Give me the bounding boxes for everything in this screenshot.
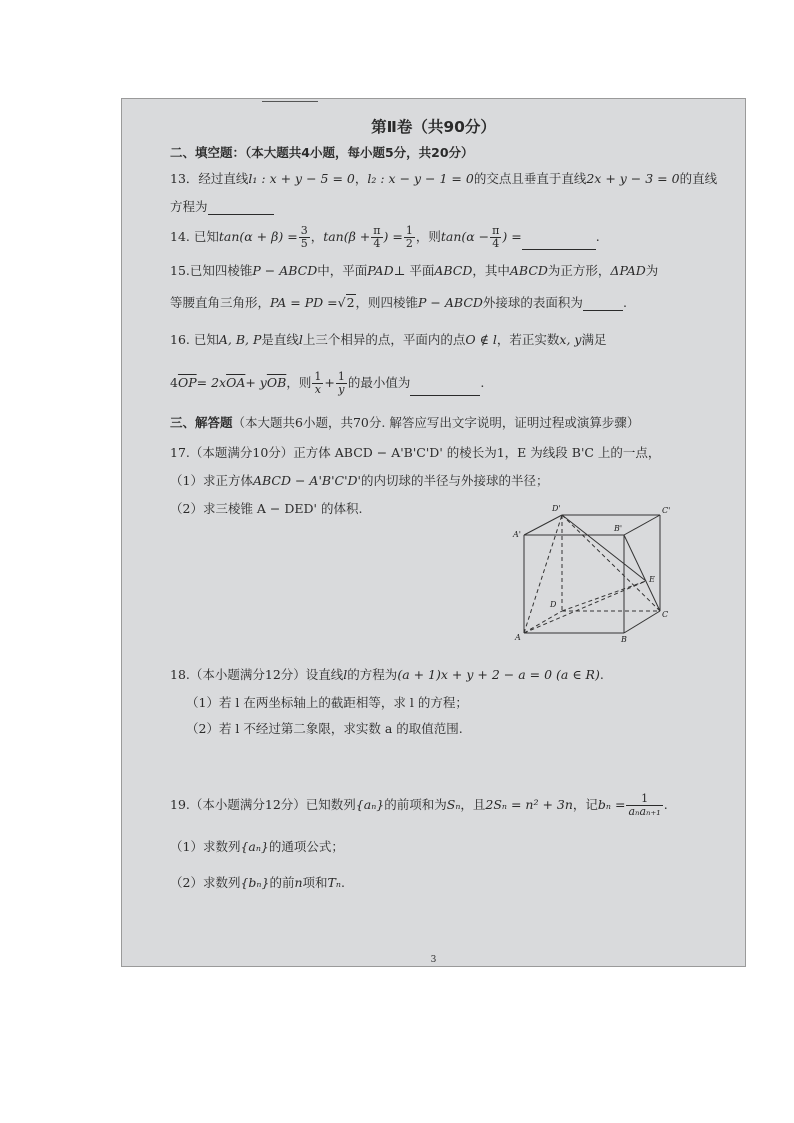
fraction: $\frac{\pi}{4}$ bbox=[373, 224, 381, 250]
label-b: B bbox=[621, 635, 627, 644]
fraction: $\frac{1}{y}$ bbox=[337, 370, 345, 396]
question-18-part2: （2）若 l 不经过第二象限，求实数 a 的取值范围. bbox=[186, 721, 463, 736]
question-13-line2: 方程为 bbox=[170, 199, 274, 215]
question-16: 16. 已知A, B, P是直线l上三个相异的点，平面内的点O ∉ l，若正实数x, y满足 bbox=[170, 332, 607, 347]
edge-bc bbox=[624, 611, 660, 633]
question-17-part2: （2）求三棱锥 A − DED' 的体积. bbox=[170, 501, 363, 516]
answer-blank-15 bbox=[583, 298, 623, 311]
page-number: 3 bbox=[430, 955, 437, 965]
label-e: E bbox=[649, 575, 655, 584]
label-a: A bbox=[515, 633, 521, 642]
label-b-prime: B' bbox=[614, 524, 623, 533]
edge-b1c1 bbox=[624, 515, 660, 535]
question-15-line2: 等腰直角三角形，PA = PD =√2，则四棱锥P − ABCD外接球的表面积为 . bbox=[170, 295, 627, 310]
question-19: 19.（本小题满分12分）已知数列{aₙ}的前项和为Sₙ，且2Sₙ = n² + 3n，记bₙ = $\frac{1}{\text{aₙaₙ₊₁}}$ . bbox=[170, 792, 668, 818]
label-d: D bbox=[550, 600, 557, 609]
top-rule bbox=[262, 101, 318, 102]
question-19-part1: （1）求数列{aₙ}的通项公式； bbox=[170, 839, 344, 854]
segment-d1e bbox=[562, 515, 646, 581]
fraction: $\frac{1}{x}$ bbox=[314, 370, 322, 396]
fraction: $\frac{3}{5}$ bbox=[300, 224, 308, 250]
label-c-prime: C' bbox=[662, 506, 671, 515]
question-14: 14. 已知tan(α + β) = $\frac{3}{5}$ ，tan(β + $\frac{\pi}{4}$ ) = $\frac{1}{2}$ ，则tan(α − $\frac{\pi}{4}$ ) = . bbox=[170, 224, 600, 250]
question-17: 17.（本题满分10分）正方体 ABCD − A'B'C'D' 的棱长为1，E 为线段 B'C 上的一点， bbox=[170, 445, 661, 460]
label-c: C bbox=[662, 610, 669, 619]
question-16-line2: $4\overline{OP}= 2x\overline{OA}+ y\overline{OB}$，则 $\frac{1}{x}$ + $\frac{1}{y}$ 的最小值为 . bbox=[170, 370, 485, 396]
hidden-edge-ad bbox=[524, 611, 562, 633]
question-17-part1: （1）求正方体ABCD − A'B'C'D'的内切球的半径与外接球的半径； bbox=[170, 473, 549, 488]
label-d-prime: D' bbox=[552, 504, 561, 513]
page-title: 第Ⅱ卷（共90分） bbox=[371, 118, 496, 136]
question-13: 13．经过直线l₁ : x + y − 5 = 0，l₂ : x − y − 1 = 0的交点且垂直于直线2x + y − 3 = 0的直线 bbox=[170, 171, 718, 186]
question-18-part1: （1）若 l 在两坐标轴上的截距相等，求 l 的方程； bbox=[186, 695, 468, 710]
cube-figure bbox=[512, 499, 672, 644]
answer-blank-16 bbox=[410, 383, 480, 396]
answer-blank-13 bbox=[208, 202, 274, 215]
question-19-part2: （2）求数列{bₙ}的前n项和Tₙ. bbox=[170, 875, 345, 890]
segment-ae bbox=[524, 581, 646, 633]
section-2-heading: 二、填空题：（本大题共4小题，每小题5分，共20分） bbox=[170, 145, 474, 160]
label-a-prime: A' bbox=[513, 530, 521, 539]
question-18: 18.（本小题满分12分）设直线l的方程为(a + 1)x + y + 2 − a = 0 (a ∈ R). bbox=[170, 667, 604, 682]
segment-d1c bbox=[562, 515, 660, 611]
question-15: 15.已知四棱锥P − ABCD中，平面PAD⊥ 平面ABCD，其中ABCD为正方形，ΔPAD为 bbox=[170, 263, 659, 278]
segment-b1c bbox=[624, 535, 660, 611]
section-3-heading: 三、解答题（本大题共6小题，共70分. 解答应写出文字说明，证明过程或演算步骤） bbox=[170, 415, 640, 430]
fraction: $\frac{1}{\text{aₙaₙ₊₁}}$ bbox=[628, 792, 661, 818]
exam-page bbox=[121, 98, 746, 967]
fraction: $\frac{\pi}{4}$ bbox=[492, 224, 500, 250]
fraction: $\frac{1}{2}$ bbox=[405, 224, 413, 250]
answer-blank-14 bbox=[522, 237, 596, 250]
segment-ad1 bbox=[524, 515, 562, 633]
